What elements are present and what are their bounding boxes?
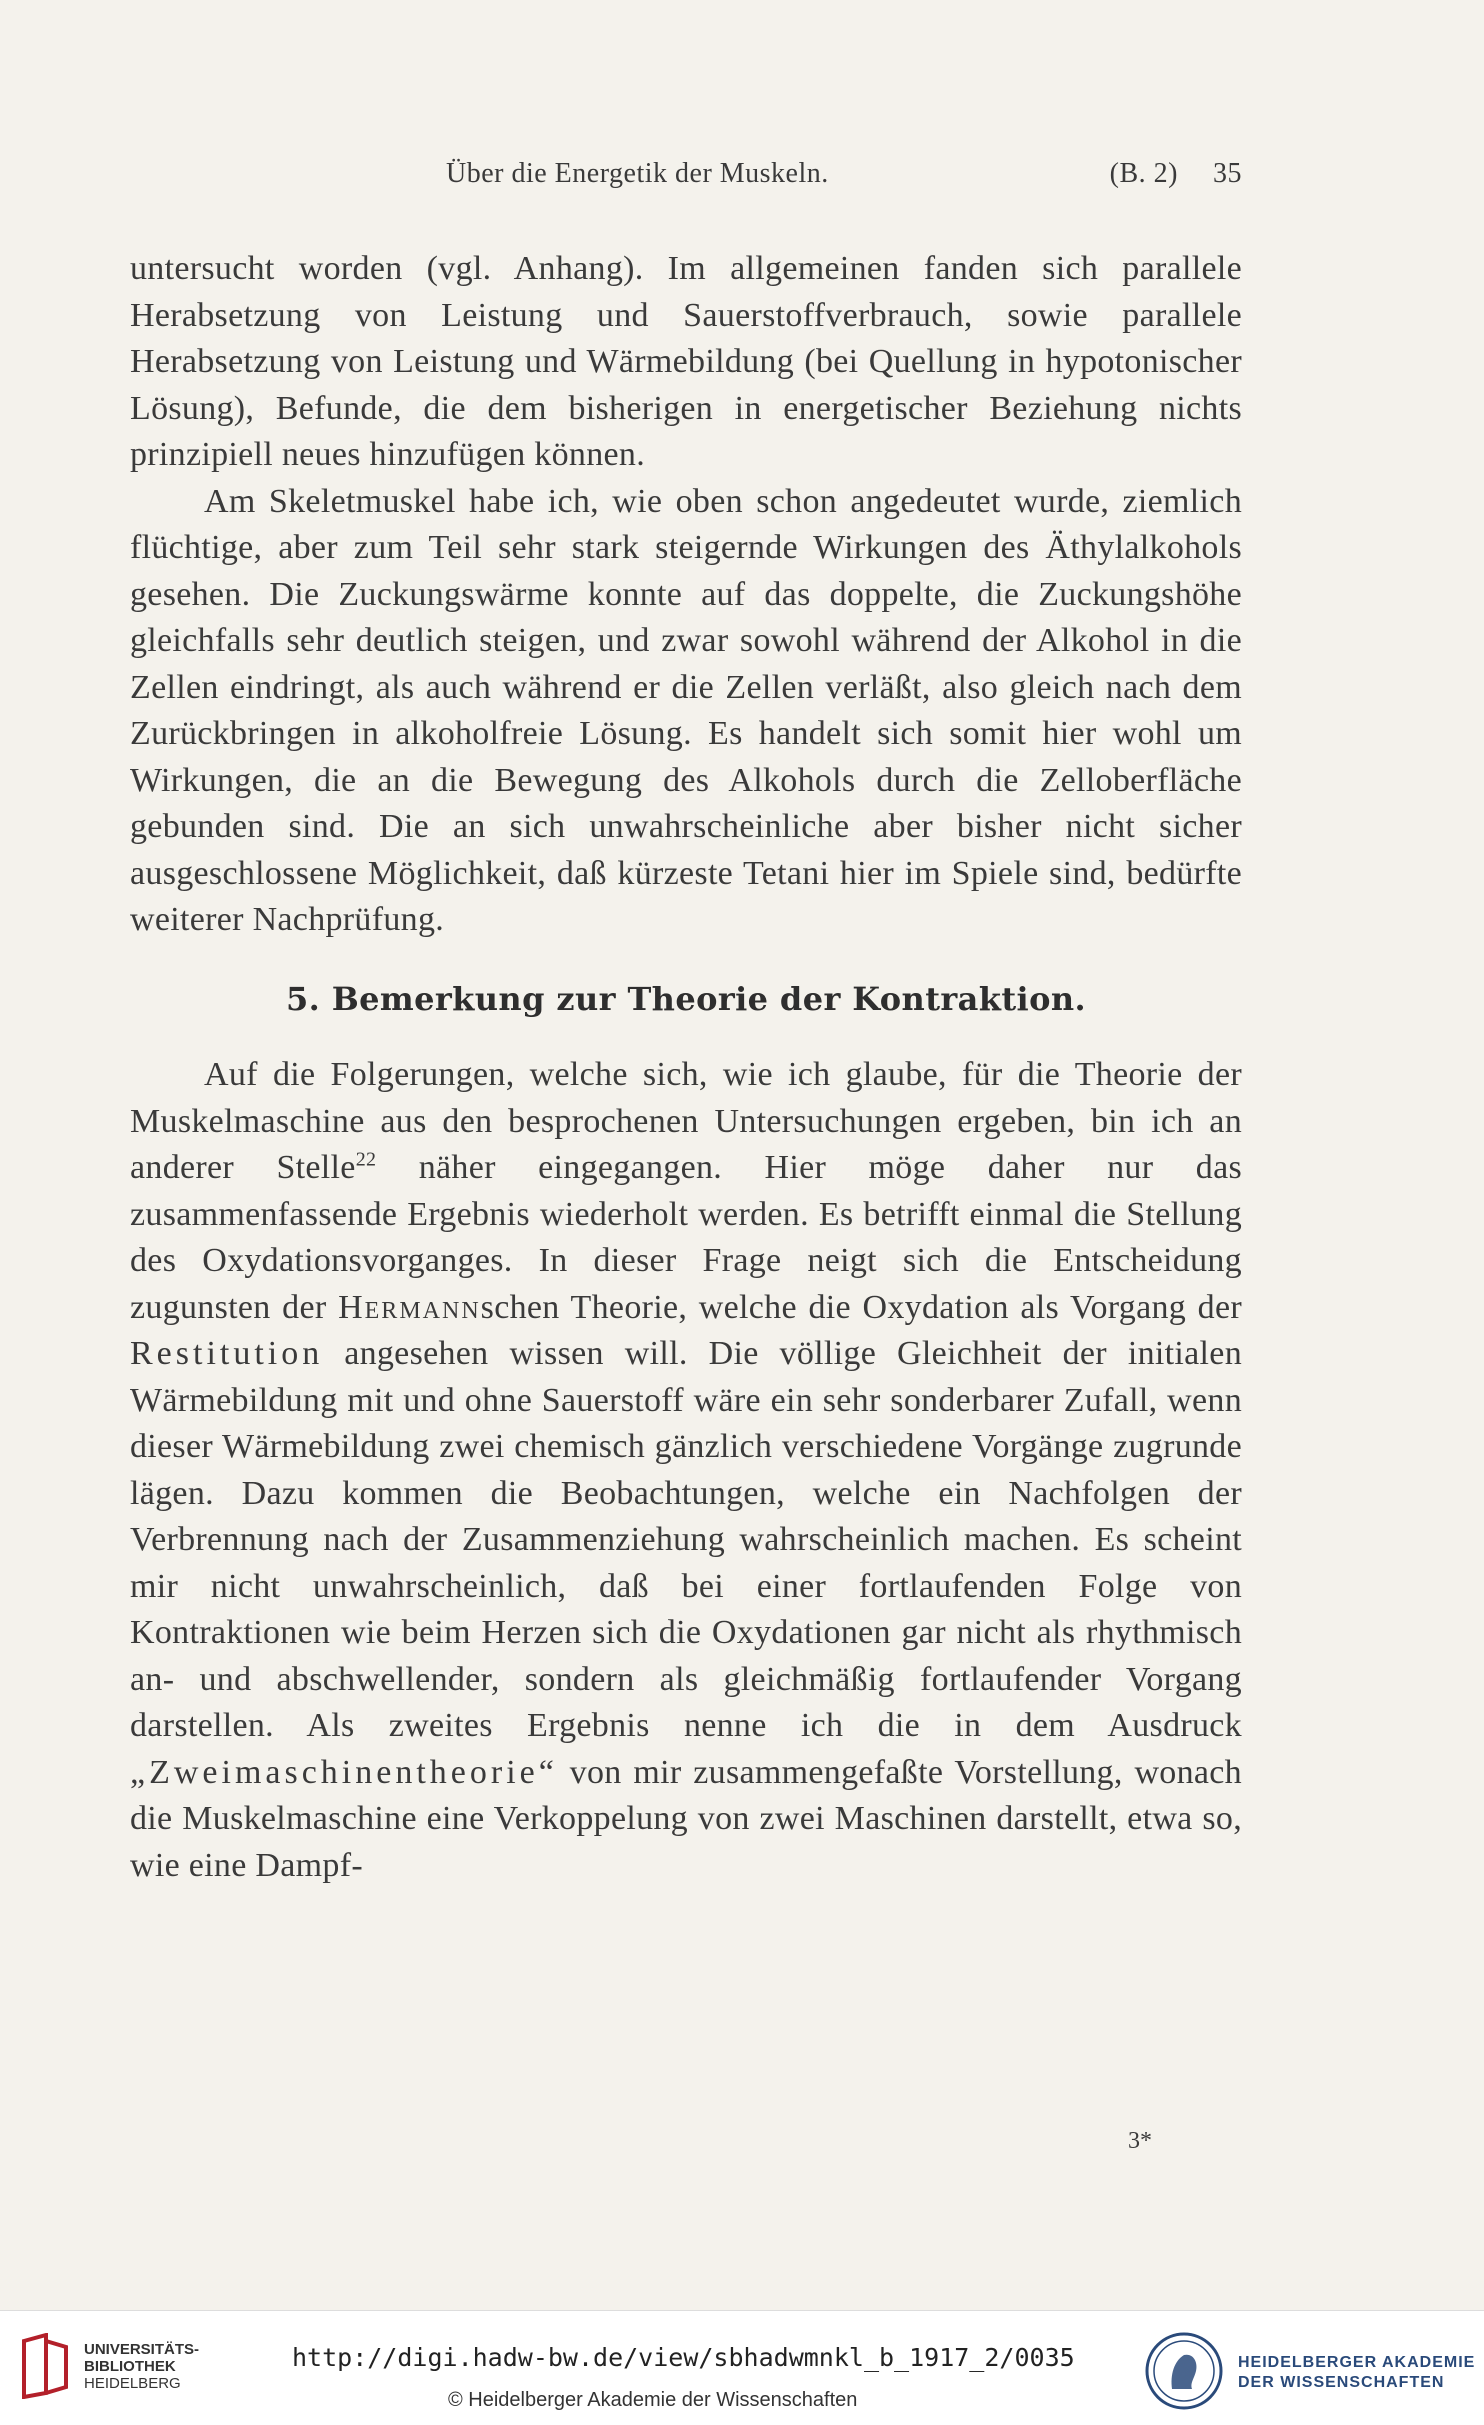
p3-text-d: angesehen wissen will. Die völlige Gleichheit der initialen Wärmebildung mit und ohne Sauerstoff wäre ein sehr sonderbarer Zufall, wenn dieser Wärmebildung zwei chemisch gänzlich verschiedene Vorgänge zugrunde lägen. Dazu kommen die Beobachtungen, welche ein Nachfolgen der Verbrennung nach der Zusammenziehung wahrscheinlich machen. Es scheint mir nicht unwahrscheinlich, daß bei einer fortlaufenden Folge von Kontraktionen wie beim Herzen sich die Oxydationen gar nicht als rhythmisch an- und abschwellender, sondern als gleichmäßig fortlaufender Vorgang darstellen. Als zweites Ergebnis nenne ich die in dem Ausdruck [130,1335,1242,1744]
footnote-ref-22: 22 [355,1148,377,1171]
p3-text-b: näher eingegangen. Hier möge daher nur das zusammenfassende Ergebnis wiederholt werden. Es betrifft einmal die Stellung des Oxydationsvorganges. In dieser Frage neigt sich die Entscheidung zugunsten der [130,1149,1243,1326]
hak-line-2: DER WISSENSCHAFTEN [1238,2374,1445,2391]
p3-text-c: schen Theorie, welche die Oxydation als Vorgang der [480,1288,1242,1326]
academy-name [1238,2353,1475,2393]
ub-line-1: UNIVERSITÄTS- [84,2341,200,2358]
signature-mark: 3* [1128,2128,1152,2154]
running-title: Über die Energetik der Muskeln. [446,158,829,189]
p3-text-a: Auf die Folgerungen, welche sich, wie ich glaube, für die Theorie der Muskelmaschine aus den besprochenen Untersuchungen ergeben, bin ich an anderer Stelle [130,1056,1242,1186]
section-heading: 5. Bemerkung zur Theorie der Kontraktion. [285,979,1087,1018]
hak-line-1: HEIDELBERGER AKADEMIE [1238,2354,1476,2371]
paragraph-1: untersucht worden (vgl. Anhang). Im allgemeinen fanden sich parallele Herabsetzung von Leistung und Sauerstoffverbrauch, sowie parallele Herabsetzung von Leistung und Wärmebildung (bei Quellung in hypotonischer Lösung), Befunde, die dem bisherigen in energetischer Beziehung nichts prinzipiell neues hinzufügen können. [130,250,1242,473]
term-zweimaschinentheorie: „Zweimaschinentheorie“ [130,1753,558,1791]
page-number: 35 [1213,158,1242,189]
p3-text-e: von mir zusammengefaßte Vorstellung, wonach die Muskelmaschine eine Verkoppelung von zwei Maschinen darstellt, etwa so, wie eine Dampf- [130,1753,1242,1884]
section-ref: (B. 2) [1109,158,1178,189]
permalink-url[interactable]: http://digi.hadw-bw.de/view/sbhadwmnkl_b_1917_2/0035 [292,2343,1075,2372]
ub-line-3: HEIDELBERG [84,2375,181,2392]
academy-seal-icon [1144,2331,1224,2411]
paragraph-3 [130,1052,1242,1889]
university-library-name [84,2341,199,2392]
university-library-logo-icon [16,2333,74,2399]
running-head [130,158,1242,198]
body-text [130,246,1242,1889]
term-restitution: Restitution [130,1335,324,1372]
copyright-notice: © Heidelberger Akademie der Wissenschaften [448,2389,858,2411]
ub-line-2: BIBLIOTHEK [84,2358,176,2375]
footer-bar [0,2310,1484,2425]
author-name-hermann: Hermann [338,1288,481,1326]
paragraph-2: Am Skeletmuskel habe ich, wie oben schon angedeutet wurde, ziemlich flüchtige, aber zum Teil sehr stark steigernde Wirkungen des Äthylalkohols gesehen. Die Zuckungswärme konnte auf das doppelte, die Zuckungshöhe gleichfalls sehr deutlich steigen, und zwar sowohl während der Alkohol in die Zellen eindringt, als auch während er die Zellen verläßt, also gleich nach dem Zurückbringen in alkoholfreie Lösung. Es handelt sich somit hier wohl um Wirkungen, die an die Bewegung des Alkohols durch die Zelloberfläche gebunden sind. Die an sich unwahrscheinliche aber bisher nicht sicher ausgeschlossene Möglichkeit, daß kürzeste Tetani hier im Spiele sind, bedürfte weiterer Nachprüfung. [130,482,1242,938]
